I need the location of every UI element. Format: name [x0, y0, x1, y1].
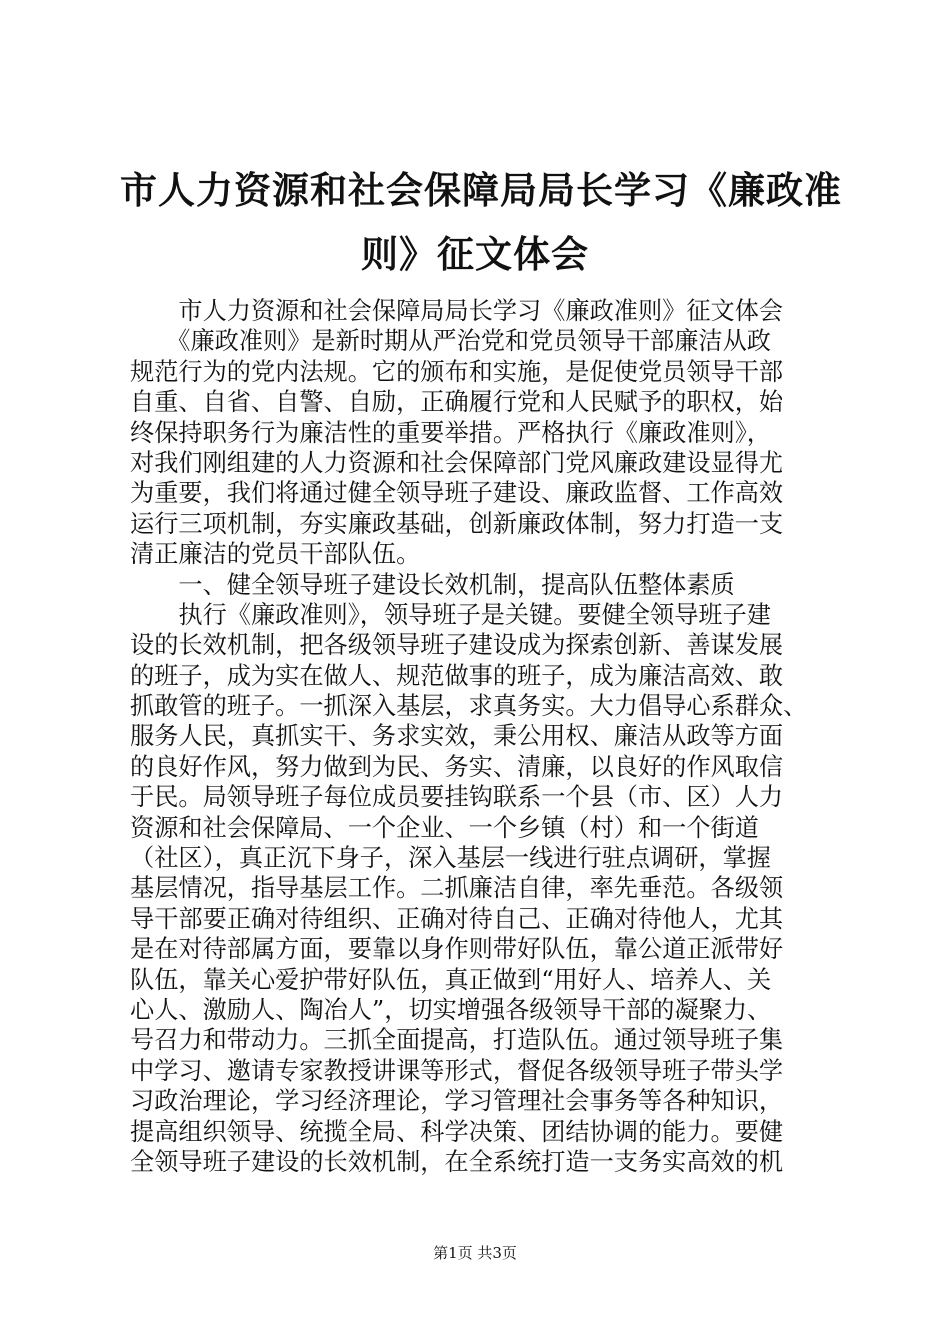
- body-text-line: 导干部要正确对待组织、正确对待自己、正确对待他人，尤其: [130, 904, 784, 933]
- body-text-line: 为重要，我们将通过健全领导班子建设、廉政监督、工作高效: [130, 479, 784, 508]
- body-text-line: 规范行为的党内法规。它的颁布和实施，是促使党员领导干部: [130, 357, 784, 386]
- title-line: 市人力资源和社会保障局局长学习《廉政准: [120, 168, 842, 212]
- body-text-line: 的良好作风，努力做到为民、务实、清廉，以良好的作风取信: [130, 752, 784, 781]
- title-line: 则》征文体会: [361, 232, 589, 276]
- body-text-line: 资源和社会保障局、一个企业、一个乡镇（村）和一个街道: [130, 813, 759, 842]
- body-text-line: 市人力资源和社会保障局局长学习《廉政准则》征文体会: [130, 297, 784, 325]
- body-text-line: 清正廉洁的党员干部队伍。: [130, 540, 421, 569]
- body-text-line: 是在对待部属方面，要靠以身作则带好队伍，靠公道正派带好: [130, 935, 784, 964]
- body-text-line: 习政治理论，学习经济理论，学习管理社会事务等各种知识，: [130, 1087, 784, 1116]
- body-text-line: 服务人民，真抓实干、务求实效，秉公用权、廉洁从政等方面: [130, 722, 784, 751]
- document-title: [120, 158, 842, 286]
- body-text-line: 心人、激励人、陶冶人”，切实增强各级领导干部的凝聚力、: [130, 995, 772, 1024]
- page-footer: 第1页 共3页: [433, 1244, 517, 1262]
- body-text-line: 全领导班子建设的长效机制，在全系统打造一支务实高效的机: [130, 1147, 784, 1176]
- body-text-line: 《廉政准则》是新时期从严治党和党员领导干部廉洁从政: [130, 327, 771, 356]
- body-text-line: 于民。局领导班子每位成员要挂钩联系一个县（市、区）人力: [130, 783, 784, 812]
- body-text-line: 设的长效机制，把各级领导班子建设成为探索创新、善谋发展: [130, 631, 784, 660]
- body-text-line: 基层情况，指导基层工作。二抓廉洁自律，率先垂范。各级领: [130, 874, 784, 903]
- body-text-line: 号召力和带动力。三抓全面提高，打造队伍。通过领导班子集: [130, 1026, 784, 1055]
- body-text-line: （社区），真正沉下身子，深入基层一线进行驻点调研，掌握: [130, 844, 771, 873]
- body-text-line: 终保持职务行为廉洁性的重要举措。严格执行《廉政准则》，: [130, 418, 771, 447]
- body-text-line: 执行《廉政准则》，领导班子是关键。要健全领导班子建: [130, 600, 771, 629]
- body-text-line: 提高组织领导、统揽全局、科学决策、团结协调的能力。要健: [130, 1117, 784, 1146]
- body-text-line: 一、健全领导班子建设长效机制，提高队伍整体素质: [130, 570, 735, 599]
- document-body: [130, 296, 830, 1177]
- body-text-line: 对我们刚组建的人力资源和社会保障部门党风廉政建设显得尤: [130, 448, 784, 477]
- body-text-line: 中学习、邀请专家教授讲课等形式，督促各级领导班子带头学: [130, 1056, 784, 1085]
- body-text-line: 的班子，成为实在做人、规范做事的班子，成为廉洁高效、敢: [130, 661, 784, 690]
- body-text-line: 队伍，靠关心爱护带好队伍，真正做到“用好人、培养人、关: [130, 965, 772, 994]
- body-text-line: 自重、自省、自警、自励，正确履行党和人民赋予的职权，始: [130, 388, 784, 417]
- body-text-line: 抓敢管的班子。一抓深入基层，求真务实。大力倡导心系群众、: [130, 692, 808, 721]
- body-text-line: 运行三项机制，夯实廉政基础，创新廉政体制，努力打造一支: [130, 509, 784, 538]
